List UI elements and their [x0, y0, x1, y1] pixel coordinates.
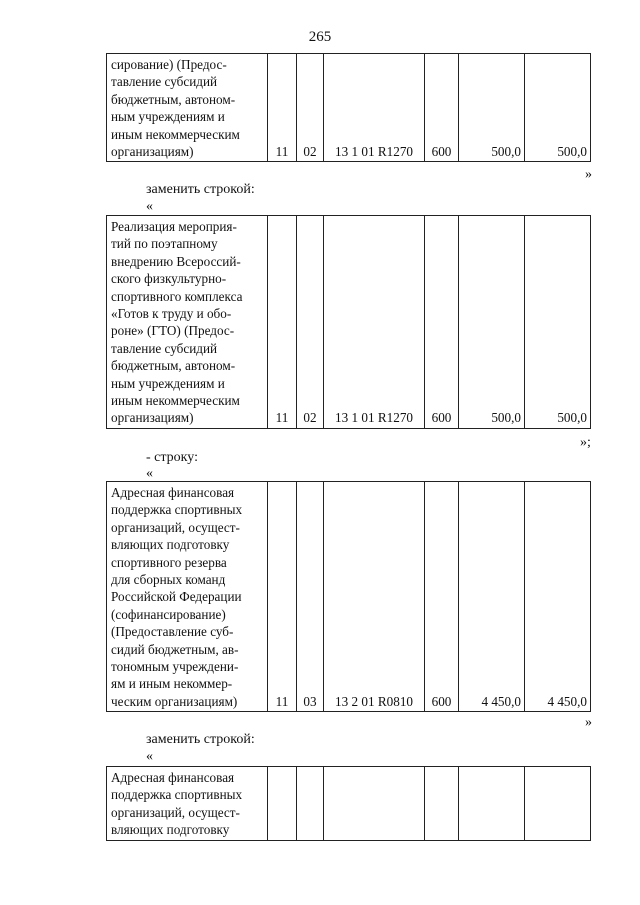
description-line: иным некоммерческим — [111, 126, 240, 142]
section-code — [268, 767, 297, 841]
description-line: Реализация мероприя- — [111, 219, 237, 234]
expense-type-code: 600 — [425, 54, 459, 162]
description-line: (софинансирование) — [111, 606, 226, 622]
opening-quote: « — [146, 466, 153, 481]
budget-table-2 — [106, 215, 591, 429]
description-line: поддержка спортивных — [111, 502, 243, 518]
table-row — [107, 767, 591, 841]
amount-2 — [525, 767, 591, 841]
table-row — [107, 54, 591, 162]
description-line: организациям) — [111, 144, 194, 160]
amount-1: 500,0 — [459, 216, 525, 429]
page-number: 265 — [308, 29, 332, 45]
description-line: поддержка спортивных — [111, 787, 243, 803]
description-line: бюджетным, автоном- — [111, 358, 236, 374]
description-line: бюджетным, автоном- — [111, 91, 236, 107]
description-line: для сборных команд — [111, 572, 226, 588]
description-line: ческим организациям) — [111, 693, 238, 709]
subsection-code: 03 — [297, 482, 324, 712]
expense-type-code: 600 — [425, 216, 459, 429]
row-description — [107, 54, 268, 162]
budget-table-4 — [106, 766, 591, 841]
row-reference-note: - строку: — [146, 450, 198, 465]
replace-with-row-note: заменить строкой: — [146, 732, 255, 747]
description-line: организаций, осущест- — [111, 519, 240, 535]
opening-quote: « — [146, 199, 153, 214]
row-description — [107, 216, 268, 429]
opening-quote: « — [146, 749, 153, 764]
section-code: 11 — [268, 54, 297, 162]
description-line: организациям) — [111, 410, 194, 426]
description-line: Адресная финансовая — [111, 770, 235, 785]
expense-type-code — [425, 767, 459, 841]
amount-2: 4 450,0 — [525, 482, 591, 712]
description-line: иным некоммерческим — [111, 393, 240, 409]
amount-1: 4 450,0 — [459, 482, 525, 712]
description-line: тавление субсидий — [111, 74, 218, 90]
section-code: 11 — [268, 216, 297, 429]
target-article-code: 13 2 01 R0810 — [324, 482, 425, 712]
description-line: спортивного резерва — [111, 554, 227, 570]
replace-with-row-note: заменить строкой: — [146, 182, 255, 197]
subsection-code: 02 — [297, 216, 324, 429]
target-article-code — [324, 767, 425, 841]
table-row — [107, 482, 591, 712]
amount-2: 500,0 — [525, 54, 591, 162]
description-line: внедрению Всероссий- — [111, 253, 241, 269]
description-line: ям и иным некоммер- — [111, 676, 233, 692]
description-line: «Готов к труду и обо- — [111, 306, 232, 322]
table-row — [107, 216, 591, 429]
row-description — [107, 767, 268, 841]
closing-quote: » — [585, 167, 592, 182]
description-line: сидий бюджетным, ав- — [111, 641, 239, 657]
description-line: спортивного комплекса — [111, 288, 243, 304]
row-description — [107, 482, 268, 712]
target-article-code: 13 1 01 R1270 — [324, 216, 425, 429]
description-line: Адресная финансовая — [111, 485, 235, 500]
description-line: тономным учреждени- — [111, 659, 239, 675]
amount-1: 500,0 — [459, 54, 525, 162]
description-line: Российской Федерации — [111, 589, 242, 605]
description-line: тавление субсидий — [111, 340, 218, 356]
description-line: тий по поэтапному — [111, 236, 218, 252]
subsection-code — [297, 767, 324, 841]
closing-quote: » — [585, 715, 592, 730]
description-line: ского физкультурно- — [111, 271, 227, 287]
description-line: ным учреждениям и — [111, 375, 225, 391]
description-line: (Предоставление суб- — [111, 624, 234, 640]
description-line: организаций, осущест- — [111, 804, 240, 820]
expense-type-code: 600 — [425, 482, 459, 712]
amount-2: 500,0 — [525, 216, 591, 429]
description-line: вляющих подготовку — [111, 537, 230, 553]
description-line: роне» (ГТО) (Предос- — [111, 323, 235, 339]
subsection-code: 02 — [297, 54, 324, 162]
description-line: сирование) (Предос- — [111, 57, 227, 72]
budget-table-3 — [106, 481, 591, 712]
budget-table-1 — [106, 53, 591, 162]
closing-quote: »; — [580, 435, 591, 450]
section-code: 11 — [268, 482, 297, 712]
description-line: ным учреждениям и — [111, 109, 225, 125]
description-line: вляющих подготовку — [111, 822, 230, 838]
amount-1 — [459, 767, 525, 841]
target-article-code: 13 1 01 R1270 — [324, 54, 425, 162]
